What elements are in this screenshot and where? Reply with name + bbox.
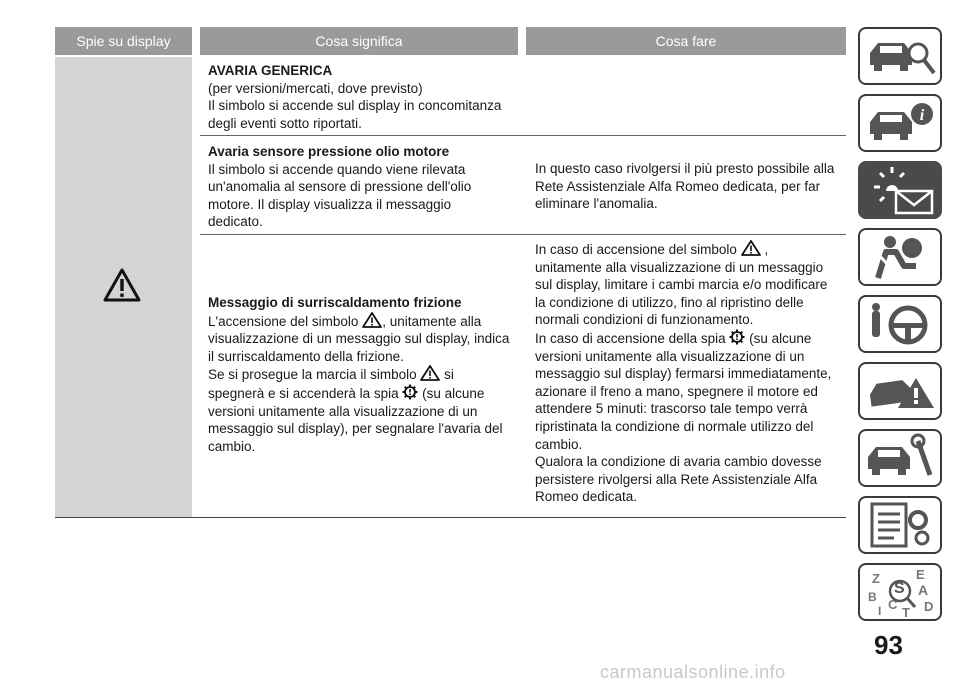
- car-safety-icon: [860, 29, 940, 83]
- text-line: degli eventi sotto riportati.: [208, 115, 362, 131]
- text-fragment: spegnerà e si accenderà la spia: [208, 385, 399, 401]
- text-line: Romeo dedicata.: [535, 489, 638, 505]
- text-line: attendere 5 minuti: trascorso tale tempo verrà: [535, 401, 808, 417]
- text-line: messaggio sul display), per segnalare l'avaria del: [208, 421, 503, 437]
- tab-car-info[interactable]: [858, 94, 942, 152]
- airbag-person-icon: [860, 230, 940, 284]
- text-fragment: In caso di accensione del simbolo: [535, 242, 737, 257]
- text-line: (per versioni/mercati, dove previsto): [208, 80, 423, 96]
- technical-data-icon: [860, 498, 940, 552]
- text-fragment: In caso di accensione della spia: [535, 330, 726, 346]
- text-line: In questo caso rivolgersi il più presto possibile alla: [535, 161, 835, 176]
- svg-text:i: i: [919, 107, 925, 124]
- text-line: versioni unitamente alla visualizzazione di un: [208, 403, 478, 419]
- text-line: azionare il freno a mano, spegnere il motore ed: [535, 383, 818, 399]
- index-letter: E: [916, 567, 925, 582]
- row-clutch-meaning: [208, 294, 509, 455]
- car-maintenance-icon: [860, 431, 940, 485]
- index-letter: C: [888, 597, 898, 612]
- index-letter: T: [902, 605, 910, 619]
- tab-car-safety[interactable]: [858, 27, 942, 85]
- tab-index[interactable]: [858, 563, 942, 621]
- text-line: il surriscaldamento della frizione.: [208, 348, 404, 364]
- warning-triangle-icon: [420, 365, 440, 381]
- text-fragment: (su alcune: [422, 385, 485, 401]
- index-letter: Z: [872, 571, 880, 586]
- row-divider: [200, 135, 846, 136]
- index-letter: B: [868, 590, 877, 604]
- row-title: Messaggio di surriscaldamento frizione: [208, 295, 462, 310]
- text-line: cambio.: [208, 438, 256, 454]
- tab-starting-driving[interactable]: [858, 295, 942, 353]
- text-fragment: L'accensione del simbolo: [208, 313, 359, 329]
- index-letter: A: [918, 582, 929, 598]
- text-line: dedicato.: [208, 214, 263, 230]
- index-icon: [860, 565, 940, 619]
- text-line: eliminare l'anomalia.: [535, 196, 658, 212]
- text-line: sul display, limitare i cambi marcia e/o modificare: [535, 277, 828, 293]
- header-warning-lights: Spie su display: [55, 27, 192, 55]
- gearbox-fault-icon: [402, 384, 418, 400]
- text-line: [535, 240, 831, 259]
- text-line: messaggio sul display) fermarsi immediatamente,: [535, 366, 832, 382]
- row-divider: [200, 234, 846, 235]
- text-line: normali condizioni di funzionamento.: [535, 312, 754, 328]
- header-action: Cosa fare: [526, 27, 846, 55]
- text-line: un'anomalia al sensore di pressione dell'olio: [208, 179, 472, 195]
- text-line: motore. Il display visualizza il messaggio: [208, 196, 452, 212]
- row-oil-sensor-action: [535, 160, 834, 213]
- tab-maintenance[interactable]: [858, 429, 942, 487]
- index-letter: S: [894, 580, 905, 597]
- page-number: 93: [874, 630, 903, 660]
- text-fragment: si: [444, 367, 454, 383]
- text-fragment: ,: [764, 242, 769, 257]
- row-title: Avaria sensore pressione olio motore: [208, 144, 450, 159]
- row-title: AVARIA GENERICA: [208, 63, 333, 78]
- header-meaning: Cosa significa: [200, 27, 518, 55]
- text-line: la condizione di utilizzo, fino al ripristino delle: [535, 294, 804, 310]
- text-fragment: Se si prosegue la marcia il simbolo: [208, 367, 417, 383]
- row-oil-sensor-meaning: [208, 143, 471, 231]
- tab-dashboard-warnings[interactable]: [858, 161, 942, 219]
- text-line: visualizzazione di un messaggio sul display, indica: [208, 331, 510, 347]
- car-info-icon: [860, 96, 940, 150]
- dashboard-warning-icon: [860, 163, 940, 217]
- text-line: [208, 384, 509, 403]
- tab-emergency[interactable]: [858, 362, 942, 420]
- watermark: carmanualsonline.info: [600, 662, 786, 682]
- warning-triangle-icon: [362, 312, 382, 328]
- index-letter: D: [924, 599, 934, 614]
- text-fragment: , unitamente alla: [382, 313, 482, 329]
- text-line: [208, 312, 509, 331]
- text-line: Il simbolo si accende quando viene rilevata: [208, 161, 466, 177]
- tab-safety-airbag[interactable]: [858, 228, 942, 286]
- text-line: Il simbolo si accende sul display in concomitanza: [208, 98, 502, 114]
- tab-technical-data[interactable]: [858, 496, 942, 554]
- text-fragment: (su alcune: [749, 330, 812, 346]
- text-line: unitamente alla visualizzazione di un messaggio: [535, 259, 824, 275]
- row-clutch-action: [535, 240, 831, 506]
- text-line: [208, 365, 509, 384]
- text-line: persistere rivolgersi alla Rete Assistenziale Alfa: [535, 471, 818, 487]
- text-line: Qualora la condizione di avaria cambio dovesse: [535, 454, 822, 470]
- warning-triangle-icon: [741, 240, 761, 256]
- text-line: Rete Assistenziale Alfa Romeo dedicata, per far: [535, 178, 821, 194]
- gearbox-fault-icon: [729, 329, 745, 345]
- warning-triangle-icon: [103, 268, 141, 302]
- row-generic-fault-meaning: [208, 62, 501, 132]
- text-line: ripristinata la condizione di normale utilizzo del: [535, 418, 814, 434]
- text-line: cambio.: [535, 436, 583, 452]
- index-letter: I: [878, 604, 882, 618]
- text-line: versioni unitamente alla visualizzazione di un: [535, 348, 805, 364]
- text-line: [535, 329, 831, 348]
- table-bottom-rule: [55, 517, 846, 518]
- steering-wheel-icon: [860, 297, 940, 351]
- car-breakdown-icon: [860, 364, 940, 418]
